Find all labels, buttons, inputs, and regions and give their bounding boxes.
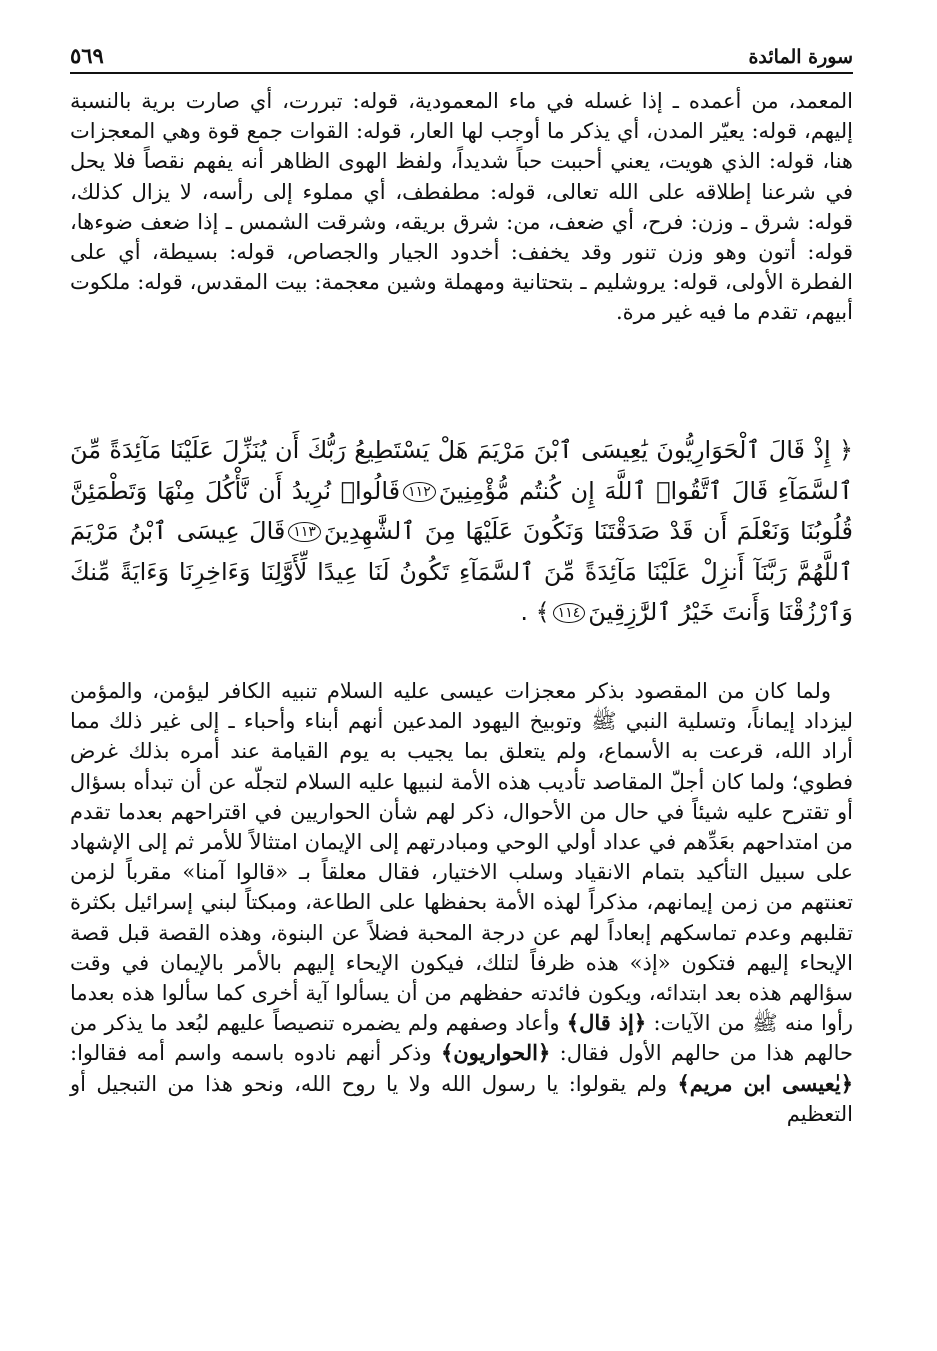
quran-verse-block [70, 430, 853, 633]
commentary-text: وأعاد وصفهم ولم يضمره تنصيصاً عليهم لبُعد ما يذكر من حالهم هذا من حالهم الأول فقال: [70, 1011, 854, 1066]
verse-part-2: قَالُوا۟ نُرِيدُ أَن نَّأْكُلَ مِنْهَا وَتَطْمَئِنَّ قُلُوبُنَا وَنَعْلَمَ أَن قَدْ صَدَقْتَنَا وَنَكُونَ عَلَيْهَا مِنَ ٱلشَّٰهِدِينَ [70, 476, 853, 545]
quoted-phrase: ﴿يٰعيسى ابن مريم﴾ [677, 1070, 853, 1096]
surah-title: سورة المائدة [748, 46, 853, 68]
quoted-phrase: ﴿الحواريون﴾ [440, 1040, 551, 1066]
verse-open-bracket: ﴿ [838, 436, 853, 464]
header-divider [70, 72, 853, 74]
commentary-text: ولما كان من المقصود بذكر معجزات عيسى عليه السلام تنبيه الكافر ليؤمن، والمؤمن ليزداد إيماناً، وتسلية النبي ﷺ وتوبيخ اليهود المدعين أنهم أبناء وأحباء ـ إلى غير ذلك مما أراد الله، قرعت به الأسماع، ولم يتعلق بما يجيب به يوم القيامة عند أمره بذلك غرض فطوي؛ ولما كان أجلّ المقاصد تأديب هذه الأمة لنبيها عليه السلام لتجلّه عن أن تبدأه بسؤال أو تقترح عليه شيئاً في حال من الأحوال، ذكر لهم شأن الحواريين في اقتراحهم بعدما تقدم من امتداحهم بعَدِّهم في عداد أولي الوحي ومبادرتهم إلى الإيمان امتثالاً للأمر ثم إلى الإشهاد على سبيل التأكيد بتمام الانقياد وسلب الاختيار، فقال معلقاً بـ «قالوا آمنا» مقرباً لزمن تعنتهم من زمن إيمانهم، مذكراً لهذه الأمة بحفظها على الطاعة، ومبكتاً لبني إسرائيل بكثرة تقلبهم وعدم تماسكهم إبعاداً لهم عن درجة المحبة فضلاً عن البنوة، وهذه القصة قبل قصة الإيحاء إليهم فتكون «إذ» هذه ظرفاً لتلك، فيكون الإيحاء إليهم بالأمر بالإيمان في وقت سؤالهم هذه بعد ابتدائه، ويكون فائدته حفظهم من أن يسألوا آية أخرى كما سألوا هذه بعدما رأوا منه ﷺ من الآيات: [70, 679, 853, 1036]
notes-paragraph: المعمد، من أعمده ـ إذا غسله في ماء المعمودية، قوله: تبررت، أي صارت برية بالنسبة إليهم، قوله: يعيّر المدن، أي يذكر ما أوجب لها العار، قوله: القوات جمع قوة وهي المعجزات هنا، قوله: الذي هويت، يعني أحببت حباً شديداً، ولفظ الهوى الظاهر أنه يفهم نقصاً فلا يحل في شرعنا إطلاقه على الله تعالى، قوله: مطفطف، أي مملوء إلى رأسه، لا يزال كذلك، قوله: شرق ـ وزن: فرح، أي ضعف، من: شرق بريقه، وشرقت الشمس ـ إذا ضعف ضوءها، قوله: أتون وهو وزن تنور وقد يخفف: أخدود الجيار والجصاص، قوله: بسيطة، أي على الفطرة الأولى، قوله: يروشليم ـ بتحتانية ومهملة وشين معجمة: بيت المقدس، قوله: ملكوت أبيهم، تقدم ما فيه غير مرة. [70, 89, 853, 325]
verse-part-3: قَالَ عِيسَى ٱبْنُ مَرْيَمَ ٱللَّهُمَّ رَبَّنَآ أَنزِلْ عَلَيْنَا مَآئِدَةً مِّنَ ٱلسَّمَآءِ تَكُونُ لَنَا عِيدًا لِّأَوَّلِنَا وَءَاخِرِنَا وَءَايَةً مِّنكَ وَٱرْزُقْنَا وَأَنتَ خَيْرُ ٱلرَّٰزِقِينَ [70, 517, 853, 626]
ayah-number-mark: ١١٢ [403, 482, 436, 502]
commentary-text: وذكر أنهم نادوه باسمه واسم أمه فقالوا: [70, 1041, 432, 1066]
ayah-number-mark: ١١٤ [553, 603, 586, 623]
ayah-number-mark: ١١٣ [288, 522, 321, 542]
verse-close-bracket: ﴾ . [520, 598, 550, 626]
commentary-section [70, 676, 853, 1129]
commentary-text: ولم يقولوا: يا رسول الله ولا يا روح الله، ونحو هذا من التبجيل أو التعظيم [70, 1071, 853, 1126]
verse-part-1: إِذْ قَالَ ٱلْحَوَارِيُّونَ يَٰعِيسَى ٱبْنَ مَرْيَمَ هَلْ يَسْتَطِيعُ رَبُّكَ أَن يُنَزِّلَ عَلَيْنَا مَآئِدَةً مِّنَ ٱلسَّمَآءِ قَالَ ٱتَّقُوا۟ ٱللَّهَ إِن كُنتُم مُّؤْمِنِينَ [70, 436, 853, 505]
commentary-paragraph [70, 676, 853, 1129]
quran-verse [70, 430, 853, 633]
notes-section [70, 86, 853, 328]
page-number: ٥٦٩ [70, 43, 104, 68]
quoted-phrase: ﴿إذ قال﴾ [566, 1010, 647, 1036]
page-header [70, 32, 853, 68]
